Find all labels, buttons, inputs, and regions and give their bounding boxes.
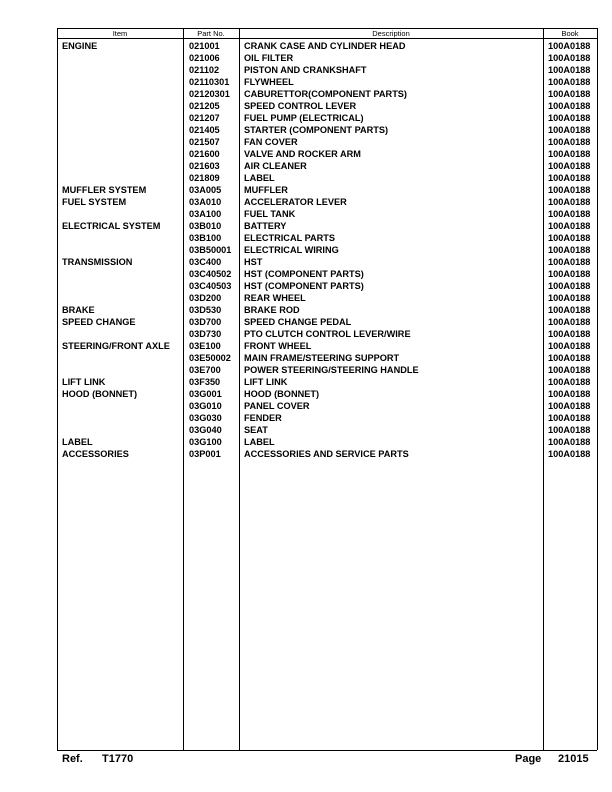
table-row: [0, 232, 612, 244]
description-cell: CRANK CASE AND CYLINDER HEAD: [244, 41, 406, 51]
table-row: [0, 172, 612, 184]
description-cell: HOOD (BONNET): [244, 389, 320, 399]
part-number-cell: 03E100: [189, 341, 221, 351]
description-cell: AIR CLEANER: [244, 161, 307, 171]
book-cell: 100A0188: [548, 53, 591, 63]
item-cell: ELECTRICAL SYSTEM: [62, 221, 161, 231]
part-number-cell: 021405: [189, 125, 220, 135]
description-cell: FAN COVER: [244, 137, 298, 147]
table-row: [0, 160, 612, 172]
table-row: [0, 124, 612, 136]
table-row: [0, 280, 612, 292]
part-number-cell: 03A005: [189, 185, 222, 195]
part-number-cell: 03E700: [189, 365, 221, 375]
description-cell: ACCELERATOR LEVER: [244, 197, 347, 207]
item-cell: ENGINE: [62, 41, 98, 51]
part-number-cell: 03D730: [189, 329, 222, 339]
part-number-cell: 021207: [189, 113, 220, 123]
book-cell: 100A0188: [548, 437, 591, 447]
book-cell: 100A0188: [548, 365, 591, 375]
book-cell: 100A0188: [548, 425, 591, 435]
table-row: [0, 364, 612, 376]
description-cell: FENDER: [244, 413, 282, 423]
part-number-cell: 03E50002: [189, 353, 231, 363]
page-label: Page: [515, 753, 542, 765]
table-row: [0, 40, 612, 52]
part-number-cell: 021600: [189, 149, 220, 159]
book-cell: 100A0188: [548, 161, 591, 171]
table-row: [0, 388, 612, 400]
description-cell: STARTER (COMPONENT PARTS): [244, 125, 389, 135]
item-cell: ACCESSORIES: [62, 449, 129, 459]
part-number-cell: 03C40502: [189, 269, 232, 279]
part-number-cell: 021809: [189, 173, 220, 183]
description-cell: FUEL PUMP (ELECTRICAL): [244, 113, 364, 123]
book-cell: 100A0188: [548, 269, 591, 279]
book-cell: 100A0188: [548, 125, 591, 135]
book-cell: 100A0188: [548, 341, 591, 351]
table-row: [0, 340, 612, 352]
description-cell: HST (COMPONENT PARTS): [244, 281, 364, 291]
book-cell: 100A0188: [548, 41, 591, 51]
table-row: [0, 52, 612, 64]
book-cell: 100A0188: [548, 389, 591, 399]
item-cell: LIFT LINK: [62, 377, 106, 387]
description-cell: VALVE AND ROCKER ARM: [244, 149, 361, 159]
description-cell: MUFFLER: [244, 185, 288, 195]
column-header-book: Book: [561, 29, 579, 38]
item-cell: FUEL SYSTEM: [62, 197, 127, 207]
description-cell: HST (COMPONENT PARTS): [244, 269, 364, 279]
book-cell: 100A0188: [548, 401, 591, 411]
description-cell: ELECTRICAL WIRING: [244, 245, 339, 255]
part-number-cell: 03C400: [189, 257, 222, 267]
table-row: [0, 184, 612, 196]
part-number-cell: 021001: [189, 41, 220, 51]
book-cell: 100A0188: [548, 449, 591, 459]
description-cell: ACCESSORIES AND SERVICE PARTS: [244, 449, 409, 459]
part-number-cell: 03P001: [189, 449, 221, 459]
table-row: [0, 448, 612, 460]
description-cell: BATTERY: [244, 221, 287, 231]
table-row: [0, 64, 612, 76]
table-row: [0, 100, 612, 112]
part-number-cell: 03B100: [189, 233, 222, 243]
table-row: [0, 136, 612, 148]
book-cell: 100A0188: [548, 149, 591, 159]
book-cell: 100A0188: [548, 65, 591, 75]
table-row: [0, 376, 612, 388]
table-row: [0, 424, 612, 436]
ref-label: Ref.: [62, 753, 83, 765]
part-number-cell: 021507: [189, 137, 220, 147]
table-row: [0, 304, 612, 316]
part-number-cell: 03B50001: [189, 245, 232, 255]
book-cell: 100A0188: [548, 293, 591, 303]
table-row: [0, 328, 612, 340]
parts-table-body: [0, 40, 612, 460]
table-row: [0, 76, 612, 88]
description-cell: HST: [244, 257, 263, 267]
item-cell: SPEED CHANGE: [62, 317, 136, 327]
book-cell: 100A0188: [548, 221, 591, 231]
header-bottom-rule: [57, 38, 597, 39]
part-number-cell: 021603: [189, 161, 220, 171]
table-row: [0, 316, 612, 328]
part-number-cell: 03G001: [189, 389, 222, 399]
item-cell: STEERING/FRONT AXLE: [62, 341, 170, 351]
table-row: [0, 196, 612, 208]
book-cell: 100A0188: [548, 101, 591, 111]
description-cell: PISTON AND CRANKSHAFT: [244, 65, 367, 75]
table-row: [0, 256, 612, 268]
part-number-cell: 03A010: [189, 197, 222, 207]
column-header-part-no: Part No.: [197, 29, 225, 38]
description-cell: LABEL: [244, 173, 275, 183]
table-row: [0, 148, 612, 160]
book-cell: 100A0188: [548, 185, 591, 195]
description-cell: CABURETTOR(COMPONENT PARTS): [244, 89, 407, 99]
table-row: [0, 244, 612, 256]
book-cell: 100A0188: [548, 137, 591, 147]
book-cell: 100A0188: [548, 233, 591, 243]
table-row: [0, 352, 612, 364]
table-row: [0, 208, 612, 220]
table-row: [0, 88, 612, 100]
part-number-cell: 03C40503: [189, 281, 232, 291]
description-cell: FUEL TANK: [244, 209, 296, 219]
book-cell: 100A0188: [548, 329, 591, 339]
part-number-cell: 03G030: [189, 413, 222, 423]
part-number-cell: 03G100: [189, 437, 222, 447]
part-number-cell: 021006: [189, 53, 220, 63]
part-number-cell: 02110301: [189, 77, 230, 87]
description-cell: MAIN FRAME/STEERING SUPPORT: [244, 353, 400, 363]
item-cell: HOOD (BONNET): [62, 389, 138, 399]
description-cell: LABEL: [244, 437, 275, 447]
part-number-cell: 03B010: [189, 221, 222, 231]
description-cell: POWER STEERING/STEERING HANDLE: [244, 365, 419, 375]
part-number-cell: 03F350: [189, 377, 221, 387]
part-number-cell: 03A100: [189, 209, 222, 219]
description-cell: SEAT: [244, 425, 268, 435]
item-cell: TRANSMISSION: [62, 257, 133, 267]
table-row: [0, 412, 612, 424]
table-row: [0, 268, 612, 280]
book-cell: 100A0188: [548, 377, 591, 387]
table-row: [0, 220, 612, 232]
part-number-cell: 03D200: [189, 293, 222, 303]
description-cell: ELECTRICAL PARTS: [244, 233, 336, 243]
book-cell: 100A0188: [548, 317, 591, 327]
column-header-item: Item: [112, 29, 128, 38]
book-cell: 100A0188: [548, 77, 591, 87]
description-cell: SPEED CONTROL LEVER: [244, 101, 357, 111]
book-cell: 100A0188: [548, 281, 591, 291]
part-number-cell: 021205: [189, 101, 220, 111]
part-number-cell: 02120301: [189, 89, 230, 99]
description-cell: BRAKE ROD: [244, 305, 300, 315]
description-cell: LIFT LINK: [244, 377, 288, 387]
table-bottom-rule: [57, 750, 597, 751]
ref-value: T1770: [102, 753, 134, 765]
book-cell: 100A0188: [548, 113, 591, 123]
book-cell: 100A0188: [548, 209, 591, 219]
book-cell: 100A0188: [548, 197, 591, 207]
book-cell: 100A0188: [548, 257, 591, 267]
description-cell: SPEED CHANGE PEDAL: [244, 317, 352, 327]
item-cell: BRAKE: [62, 305, 95, 315]
description-cell: REAR WHEEL: [244, 293, 306, 303]
book-cell: 100A0188: [548, 353, 591, 363]
description-cell: PANEL COVER: [244, 401, 310, 411]
description-cell: FRONT WHEEL: [244, 341, 312, 351]
part-number-cell: 03G040: [189, 425, 222, 435]
book-cell: 100A0188: [548, 173, 591, 183]
book-cell: 100A0188: [548, 305, 591, 315]
part-number-cell: 03D700: [189, 317, 222, 327]
part-number-cell: 021102: [189, 65, 220, 75]
description-cell: PTO CLUTCH CONTROL LEVER/WIRE: [244, 329, 411, 339]
item-cell: LABEL: [62, 437, 93, 447]
table-row: [0, 292, 612, 304]
page-number: 21015: [558, 753, 589, 765]
book-cell: 100A0188: [548, 89, 591, 99]
book-cell: 100A0188: [548, 245, 591, 255]
part-number-cell: 03D530: [189, 305, 222, 315]
table-row: [0, 400, 612, 412]
book-cell: 100A0188: [548, 413, 591, 423]
part-number-cell: 03G010: [189, 401, 222, 411]
column-header-description: Description: [372, 29, 410, 38]
table-row: [0, 436, 612, 448]
description-cell: FLYWHEEL: [244, 77, 294, 87]
table-row: [0, 112, 612, 124]
item-cell: MUFFLER SYSTEM: [62, 185, 147, 195]
description-cell: OIL FILTER: [244, 53, 294, 63]
